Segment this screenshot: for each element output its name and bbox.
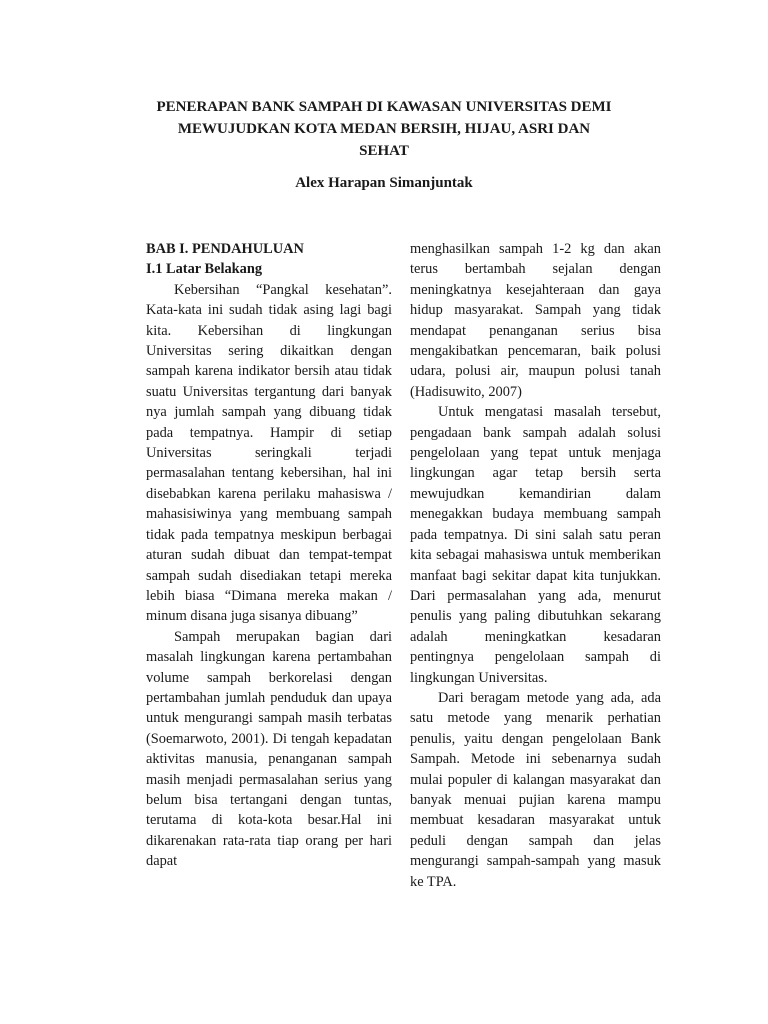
paragraph-solusi: Untuk mengatasi masalah tersebut, pengadaan bank sampah adalah solusi pengelolaan yang tepat untuk menjaga lingkungan agar tetap bersih serta mewujudkan kemandirian dalam menegakkan budaya membuang sampah pada tempatnya. Di sini salah satu peran kita sebagai mahasiswa untuk memberikan manfaat bagi sekitar dapat kita tunjukkan. Dari permasalahan yang ada, menurut penulis yang paling dibutuhkan sekarang adalah meningkatkan kesadaran pentingnya pengelolaan sampah di lingkungan Universitas. <box>410 404 661 686</box>
title-line-2: MEWUJUDKAN KOTA MEDAN BERSIH, HIJAU, ASRI DAN <box>177 121 591 137</box>
title-line-1: PENERAPAN BANK SAMPAH DI KAWASAN UNIVERSITAS DEMI <box>156 99 612 115</box>
title-line-3: SEHAT <box>359 143 409 159</box>
author-name: Alex Harapan Simanjuntak <box>295 175 473 191</box>
paragraph-sampah: Sampah merupakan bagian dari masalah lingkungan karena pertambahan volume sampah berkorelasi dengan pertambahan jumlah penduduk dan upaya untuk mengurangi sampah masih terbatas (Soemarwoto, 2001). Di tengah kepadatan aktivitas manusia, penanganan sampah masih menjadi permasalahan serius yang belum bisa tertangani dengan tuntas, terutama di kota-kota besar.Hal ini dikarenakan rata-rata tiap orang per hari dapat <box>146 628 392 870</box>
section-heading: I.1 Latar Belakang <box>146 261 263 278</box>
left-column <box>146 239 392 872</box>
right-column <box>410 239 661 892</box>
paragraph-kebersihan: Kebersihan “Pangkal kesehatan”. Kata-kata ini sudah tidak asing lagi bagi kita. Kebersihan di lingkungan Universitas sering dikaitkan dengan sampah karena indikator bersih atau tidak suatu Universitas tergantung dari banyak nya jumlah sampah yang dibuang tidak pada tempatnya. Hampir di setiap Universitas seringkali terjadi permasalahan tentang kebersihan, hal ini disebabkan karena perilaku mahasiswa / mahasisiwinya yang membuang sampah tidak pada tempatnya meskipun berbagai aturan sudah dibuat dan tempat-tempat sampah sudah disediakan tetapi mereka lebih biasa “Dimana mereka makan / minum disana juga sisanya dibuang” <box>146 281 392 625</box>
chapter-heading: BAB I. PENDAHULUAN <box>146 241 304 257</box>
paragraph-continuation: menghasilkan sampah 1-2 kg dan akan terus bertambah sejalan dengan meningkatnya kesejahteraan dan gaya hidup masyarakat. Sampah yang tidak mendapat penanganan serius bisa mengakibatkan pencemaran, baik polusi udara, polusi air, maupun polusi tanah (Hadisuwito, 2007) <box>410 241 661 400</box>
document-title <box>120 96 648 162</box>
paragraph-metode: Dari beragam metode yang ada, ada satu metode yang menarik perhatian penulis, yaitu dengan pengelolaan Bank Sampah. Metode ini sebenarnya sudah mulai populer di kalangan masyarakat dan banyak menuai pujian karena mampu membuat kesadaran masyarakat untuk peduli dengan sampah dan jelas mengurangi sampah-sampah yang masuk ke TPA. <box>410 689 661 890</box>
